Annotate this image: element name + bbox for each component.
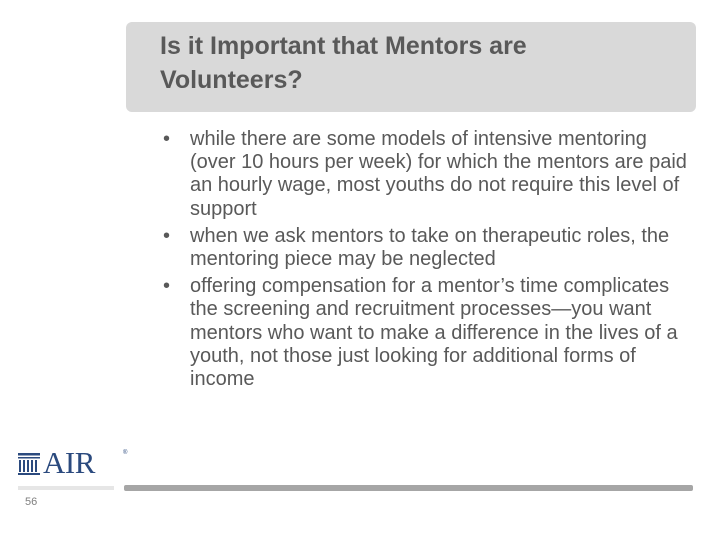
bullet-text: offering compensation for a mentor’s time complicates the screening and recruitment processes—you want mentors who want to make a difference in the lives of a youth, not those just looking for additional forms of income [190,275,678,391]
bullet-item [163,128,693,221]
bullet-item [163,275,693,391]
bullet-item [163,225,693,271]
building-columns-icon [18,453,40,475]
bullet-marker: • [163,128,171,150]
bullet-list [163,128,693,395]
trademark-mark: ® [123,450,128,456]
slide-number: 56 [25,496,38,508]
bullet-marker: • [163,275,171,298]
bullet-marker: • [163,224,171,247]
air-logo [18,445,128,480]
bullet-text: while there are some models of intensive mentoring (over 10 hours per week) for which the mentors are paid an hourly wage, most youths do not require this level of support [190,128,687,220]
title-band [126,22,696,112]
footer-rule-left [18,486,114,490]
slide-title: Is it Important that Mentors are Volunteers? [160,32,527,94]
logo-wordmark: AIR [43,445,95,480]
bullet-text: when we ask mentors to take on therapeutic roles, the mentoring piece may be neglected [190,224,670,271]
footer-rule [124,485,693,491]
